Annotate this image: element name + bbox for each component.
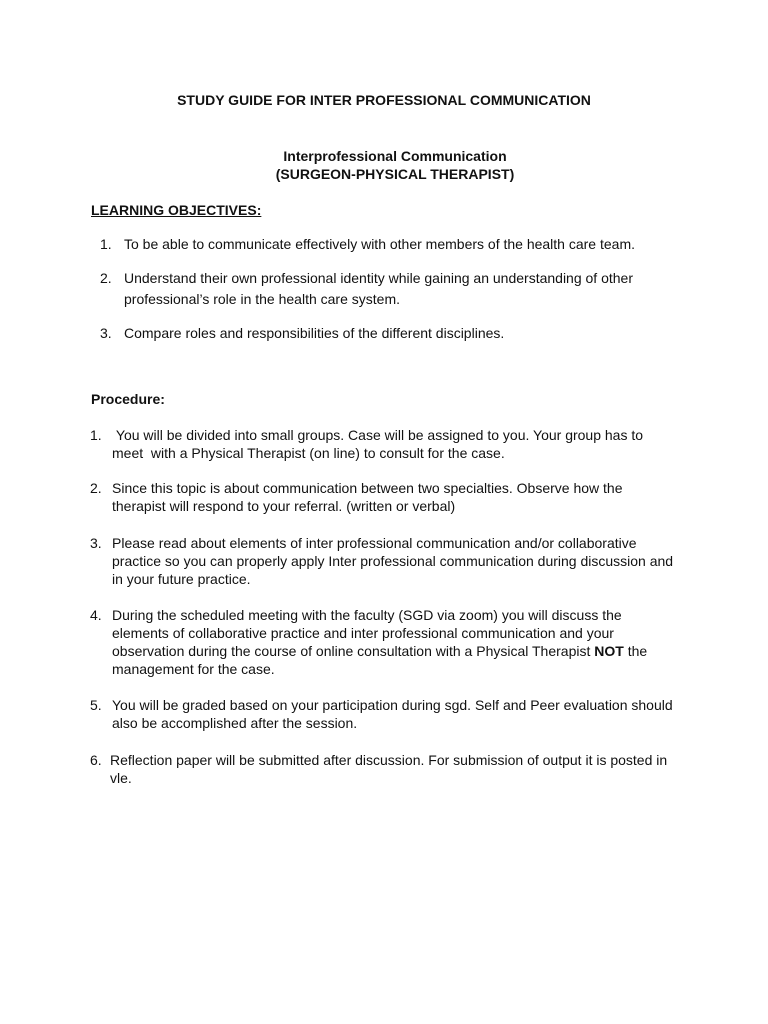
procedure-number: 4. <box>90 607 102 623</box>
procedure-number: 6. <box>90 752 102 768</box>
procedure-text: Reflection paper will be submitted after discussion. For submission of output it is posted in vle. <box>110 752 668 786</box>
procedure-text <box>112 606 677 678</box>
subtitle-line-1: Interprofessional Communication <box>283 148 507 164</box>
objective-text: Compare roles and responsibilities of the different disciplines. <box>124 325 505 341</box>
objective-number: 1. <box>100 236 112 252</box>
procedure-number: 3. <box>90 535 102 551</box>
procedure-text: You will be divided into small groups. Case will be assigned to you. Your group has to meet with a Physical Therapist (on line) to consult for the case. <box>112 427 647 461</box>
learning-objectives-heading: LEARNING OBJECTIVES: <box>91 202 262 218</box>
procedure-number: 5. <box>90 697 102 713</box>
procedure-text-emphasis: NOT <box>594 643 624 659</box>
procedure-number: 1. <box>90 427 102 443</box>
procedure-text-part: the management for the case. <box>112 643 648 677</box>
procedure-text: Please read about elements of inter professional communication and/or collaborative practice so you can properly apply Inter professional communication during discussion and in your future practice. <box>112 535 674 587</box>
objective-text: To be able to communicate effectively with other members of the health care team. <box>124 236 635 252</box>
procedure-text: You will be graded based on your participation during sgd. Self and Peer evaluation should also be accomplished after the session. <box>112 697 673 731</box>
objective-text: Understand their own professional identity while gaining an understanding of other professional’s role in the health care system. <box>124 270 633 307</box>
procedure-text: Since this topic is about communication between two specialties. Observe how the therapist will respond to your referral. (written or verbal) <box>112 480 623 514</box>
objective-number: 3. <box>100 325 112 341</box>
objective-number: 2. <box>100 270 112 286</box>
procedure-heading: Procedure: <box>91 391 165 407</box>
document-title: STUDY GUIDE FOR INTER PROFESSIONAL COMMUNICATION <box>177 92 591 108</box>
procedure-number: 2. <box>90 480 102 496</box>
subtitle-line-2: (SURGEON-PHYSICAL THERAPIST) <box>275 166 515 182</box>
procedure-text-part: During the scheduled meeting with the faculty (SGD via zoom) you will discuss the elements of collaborative practice and inter professional communication and your observation during the course of online consultation with a Physical Therapist <box>112 607 622 659</box>
